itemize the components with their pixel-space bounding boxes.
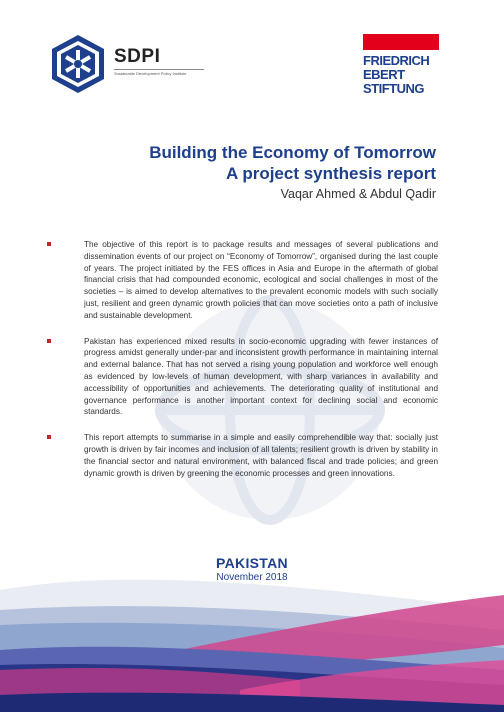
sdpi-logo [48, 34, 208, 94]
title-line-2: A project synthesis report [225, 164, 436, 183]
country-label: PAKISTAN [216, 555, 288, 571]
wave-decoration [0, 570, 504, 712]
publication-date: November 2018 [216, 572, 288, 583]
fes-logo [363, 34, 439, 98]
title-line-1: Building the Economy of Tomorrow [149, 143, 436, 162]
list-item [42, 336, 438, 419]
fes-line-3: STIFTUNG [363, 81, 424, 96]
bullet-marker [47, 242, 51, 246]
sdpi-emblem-icon [48, 34, 108, 94]
bullet-marker [47, 339, 51, 343]
fes-line-2: EBERT [363, 67, 405, 82]
list-item [42, 239, 438, 322]
paragraph: Pakistan has experienced mixed results in socio-economic upgrading with fewer instances of progress amidst generally under-par and inconsistent growth performance in maintaining internal and external balance. That has not served a rising young population and workforce well enough as evidenced by low-levels of human development, with sharp variances in availability and accessibility of opportunities and achievements. The deteriorating quality of institutional and governance performance is another important context for declining social and economic standards. [84, 336, 438, 417]
paragraph: The objective of this report is to package results and messages of several publications and dissemination events of our project on “Economy of Tomorrow”, organised during the last couple of years. The project initiated by the FES offices in Asia and Europe in the aftermath of global financial crisis that had compounded economic, ecological and social challenges in most of the societies – is aimed to develop alternatives to the prevalent economic models with such socially just, resilient and green dynamic growth policies that can move societies onto a path of inclusive and sustainable development. [84, 240, 438, 320]
summary-list [42, 239, 438, 493]
sdpi-wordmark: SDPI [114, 46, 161, 67]
fes-red-bar [363, 34, 439, 50]
authors: Vaqar Ahmed & Abdul Qadir [280, 187, 436, 201]
bullet-marker [47, 435, 51, 439]
list-item [42, 432, 438, 479]
fes-line-1: FRIEDRICH [363, 53, 430, 68]
sdpi-full-name: Sustainable Development Policy Institute [114, 69, 204, 76]
paragraph: This report attempts to summarise in a simple and easily comprehendible way that: socially just growth is driven by fair incomes and inclusion of all talents; resilient growth is driven by stability in the financial sector and natural environment, with balanced fiscal and trade policies; and green dynamic growth is driven by greening the economic processes and green innovations. [84, 433, 438, 478]
report-title [149, 142, 436, 184]
